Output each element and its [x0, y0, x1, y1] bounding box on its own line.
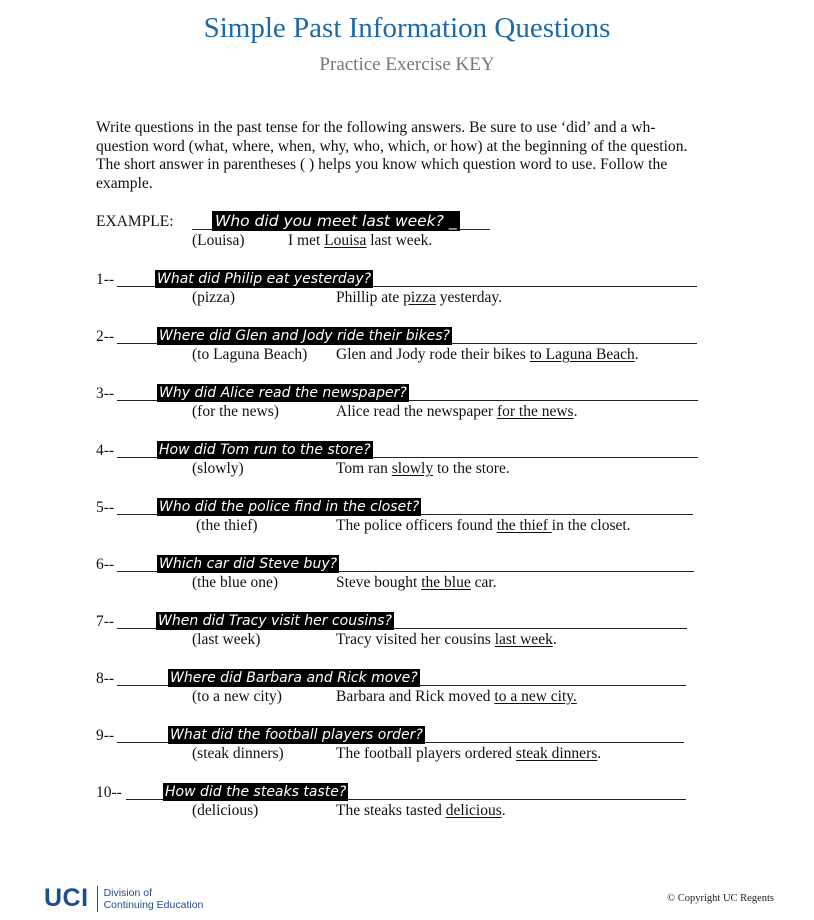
item-number: 9-- [96, 727, 115, 744]
item-question: When did Tracy visit her cousins? [158, 613, 392, 629]
item-answer: The steaks tasted delicious. [336, 802, 506, 819]
item-number: 8-- [96, 670, 115, 687]
copyright: © Copyright UC Regents [667, 893, 774, 904]
item-hint: (to a new city) [192, 688, 282, 705]
item-question: Why did Alice read the newspaper? [159, 385, 407, 401]
item-answer: Tracy visited her cousins last week. [336, 631, 557, 648]
item-hint: (the thief) [196, 517, 258, 534]
item-number: 7-- [96, 613, 115, 630]
item-hint: (last week) [192, 631, 261, 648]
item-question: How did Tom run to the store? [159, 442, 371, 458]
example-hint: (Louisa) [192, 232, 245, 249]
division-text: Division of Continuing Education [103, 886, 204, 911]
instructions: Write questions in the past tense for the following answers. Be sure to use ‘did’ and a wh- question word (what, where, when, why, who, which, or how) at the beginning of the question. The short answer in parentheses ( ) helps you know which question word to use. Follow the example. [96, 119, 688, 192]
item-hint: (delicious) [192, 802, 259, 819]
item-question: What did Philip eat yesterday? [157, 271, 372, 287]
item-answer: The football players ordered steak dinners. [336, 745, 602, 762]
uci-wordmark: UCI [44, 884, 89, 912]
item-question: Where did Glen and Jody ride their bikes? [159, 328, 450, 344]
item-question: Who did the police find in the closet? [159, 499, 420, 515]
example-answer: I met Louisa last week. [288, 232, 433, 249]
item-hint: (pizza) [192, 289, 236, 306]
uci-logo [44, 884, 203, 913]
item-question: Which car did Steve buy? [159, 556, 338, 572]
item-number: 6-- [96, 556, 115, 573]
item-hint: (slowly) [192, 460, 244, 477]
page-title: Simple Past Information Questions [203, 12, 611, 44]
item-number: 1-- [96, 271, 115, 288]
item-hint: (to Laguna Beach) [192, 346, 308, 363]
item-answer: Tom ran slowly to the store. [336, 460, 510, 477]
item-answer: Glen and Jody rode their bikes to Laguna Beach. [336, 346, 639, 363]
item-question: What did the football players order? [170, 727, 423, 743]
item-hint: (steak dinners) [192, 745, 284, 762]
item-question: How did the steaks taste? [165, 784, 347, 800]
item-answer: The police officers found the thief in the closet. [336, 517, 631, 534]
item-hint: (for the news) [192, 403, 279, 420]
item-answer: Barbara and Rick moved to a new city. [336, 688, 577, 705]
item-number: 4-- [96, 442, 115, 459]
item-number: 3-- [96, 385, 115, 402]
item-answer: Steve bought the blue car. [336, 574, 497, 591]
item-hint: (the blue one) [192, 574, 279, 591]
page-subtitle: Practice Exercise KEY [319, 54, 495, 75]
logo-divider [97, 886, 98, 912]
item-number: 2-- [96, 328, 115, 345]
example-label: EXAMPLE: [96, 213, 174, 230]
item-question: Where did Barbara and Rick move? [170, 670, 418, 686]
example-question: Who did you meet last week? _ [212, 211, 460, 231]
item-number: 10-- [96, 784, 122, 801]
item-answer: Phillip ate pizza yesterday. [336, 289, 503, 306]
item-answer: Alice read the newspaper for the news. [336, 403, 578, 420]
item-number: 5-- [96, 499, 115, 516]
